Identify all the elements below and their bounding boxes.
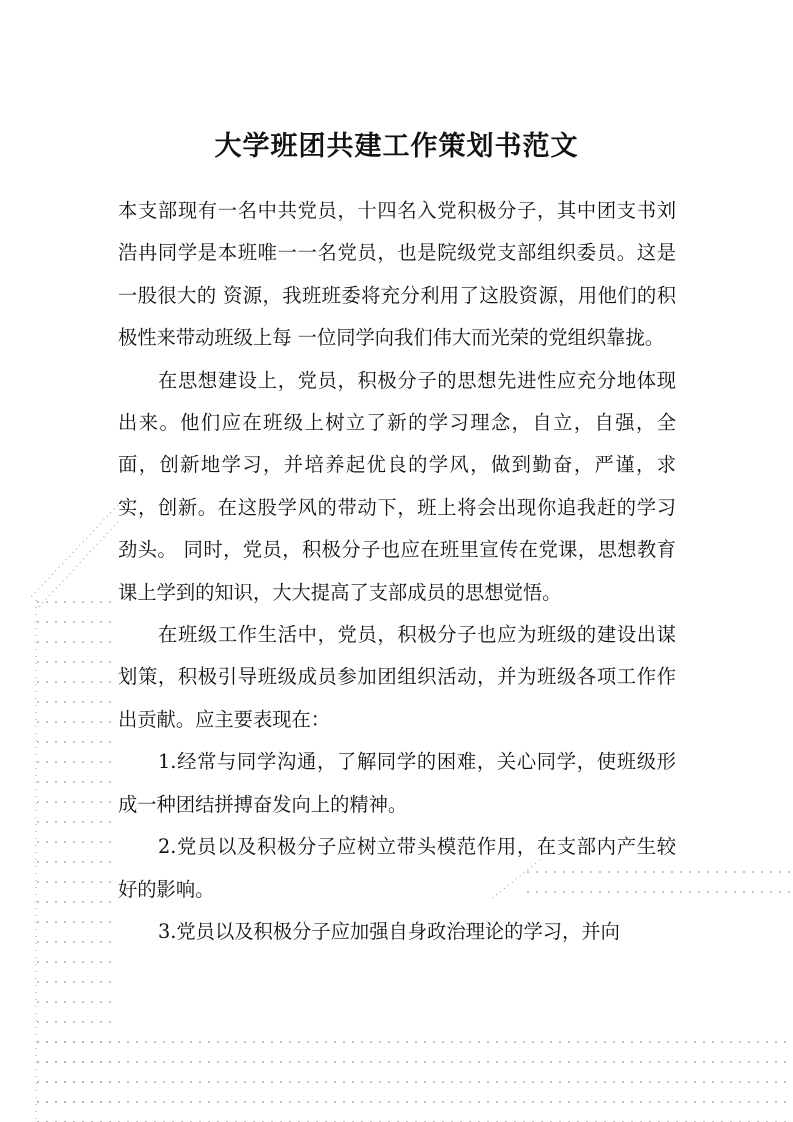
paragraph-point-2: 2.党员以及积极分子应树立带头模范作用，在支部内产生较好的影响。 [118,835,676,901]
paragraph-point-3: 3.党员以及积极分子应加强自身政治理论的学习，并向 [158,919,620,943]
paragraph-class-work: 在班级工作生活中，党员，积极分子也应为班级的建设出谋划策，积极引导班级成员参加团组织活动，并为班级各项工作作出贡献。应主要表现在： [118,623,676,731]
paragraph-point-1: 1.经常与同学沟通，了解同学的困难，关心同学，使班级形成一种团结拼搏奋发向上的精神。 [118,750,676,816]
paragraph-ideology: 在思想建设上，党员，积极分子的思想先进性应充分地体现出来。他们应在班级上树立了新的学习理念，自立，自强，全面，创新地学习，并培养起优良的学风，做到勤奋，严谨，求实，创新。在这股学风的带动下，班上将会出现你追我赶的学习劲头。 同时，党员，积极分子也应在班里宣传在党课，思想教育课上学到的知识，大大提高了支部成员的思想觉悟。 [118,368,676,604]
paragraph-intro: 本支部现有一名中共党员，十四名入党积极分子，其中团支书刘浩冉同学是本班唯一一名党员，也是院级党支部组织委员。这是一股很大的 资源，我班班委将充分利用了这股资源，用他们的积极性来带动班级上每 一位同学向我们伟大而光荣的党组织靠拢。 [118,199,676,350]
document-body [118,190,676,953]
document-title: 大学班团共建工作策划书范文 [214,131,579,162]
